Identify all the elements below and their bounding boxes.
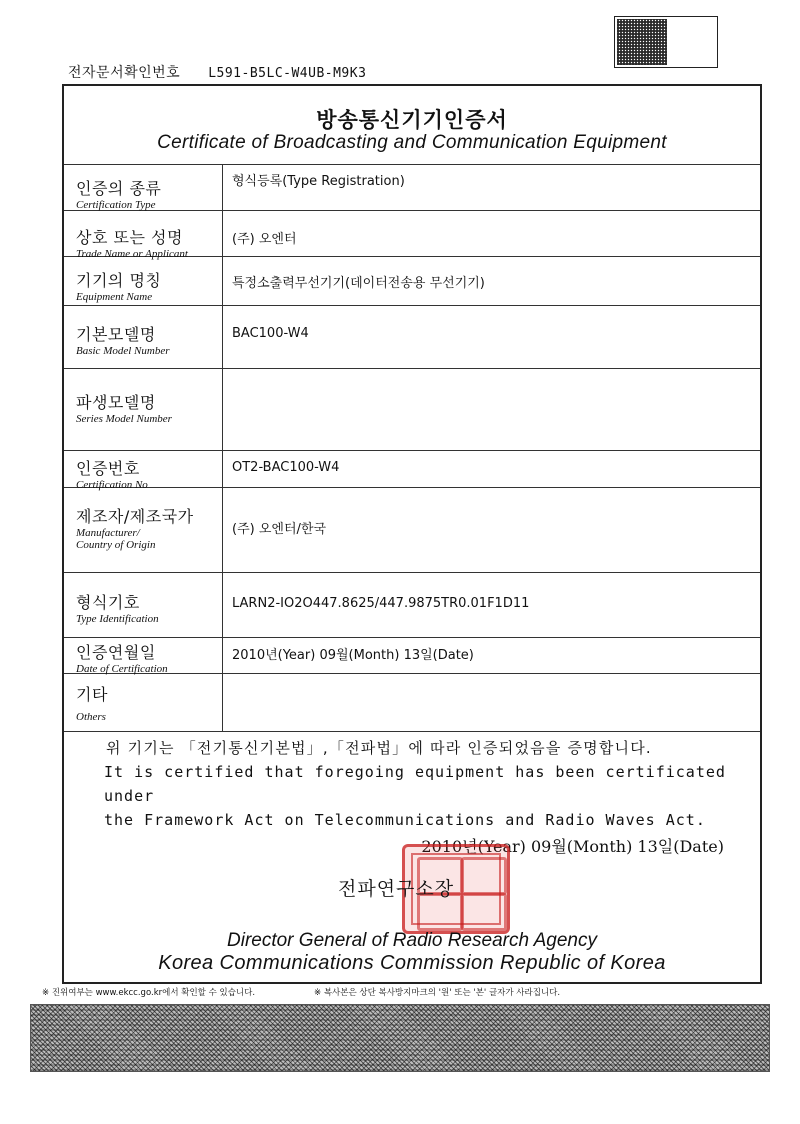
- value-cert-no: OT2-BAC100-W4: [232, 460, 340, 475]
- label-en: Trade Name or Applicant: [76, 248, 188, 260]
- label-ko: 제조자/제조국가: [76, 507, 194, 526]
- footnote-copy-notice: ※ 복사본은 상단 복사방지마크의 '원' 또는 '본' 글자가 사라집니다.: [314, 988, 561, 998]
- label-ko: 상호 또는 성명: [76, 228, 183, 247]
- statement-korean: 위 기기는 「전기통신기본법」,「전파법」에 따라 인증되었음을 증명합니다.: [106, 739, 652, 757]
- label-series-model: [76, 390, 221, 425]
- seal-glyph: [461, 893, 507, 931]
- signer-title-english: Director General of Radio Research Agency: [227, 930, 597, 951]
- copy-protection-mark: [614, 16, 718, 68]
- label-en: Date of Certification: [76, 663, 168, 675]
- label-cert-no: [76, 456, 221, 491]
- row-divider: [64, 164, 760, 165]
- certification-statement: [104, 736, 744, 832]
- value-manufacturer: (주) 오엔터/한국: [232, 522, 327, 537]
- label-ko: 파생모델명: [76, 393, 156, 412]
- row-divider: [64, 450, 760, 451]
- row-divider: [64, 572, 760, 573]
- label-en: Certification Type: [76, 199, 156, 211]
- row-divider: [64, 637, 760, 638]
- label-en: Others: [76, 711, 106, 723]
- row-divider: [64, 368, 760, 369]
- value-equipment-name: 특정소출력무선기기(데이터전송용 무선기기): [232, 276, 485, 291]
- row-divider: [64, 305, 760, 306]
- label-ko: 인증번호: [76, 459, 140, 478]
- label-en: Basic Model Number: [76, 345, 170, 357]
- label-en: Certification No: [76, 479, 148, 491]
- footnote-verification: ※ 진위여부는 www.ekcc.go.kr에서 확인할 수 있습니다.: [42, 988, 256, 998]
- certificate-title-korean: 방송통신기기인증서: [316, 107, 508, 132]
- label-trade-name: [76, 225, 221, 260]
- label-en: Series Model Number: [76, 413, 172, 425]
- document-number-value: L591-B5LC-W4UB-M9K3: [208, 66, 367, 81]
- label-equipment-name: [76, 268, 221, 303]
- label-ko: 형식기호: [76, 593, 140, 612]
- document-number-label: 전자문서확인번호: [68, 65, 181, 81]
- statement-english-line-1: It is certified that foregoing equipment has been certificated under: [104, 763, 726, 805]
- certificate-title-english: Certificate of Broadcasting and Communication Equipment: [157, 132, 667, 153]
- label-others: [76, 682, 221, 723]
- label-manufacturer: [76, 504, 221, 551]
- value-cert-date: 2010년(Year) 09월(Month) 13일(Date): [232, 648, 474, 663]
- label-ko: 기본모델명: [76, 325, 156, 344]
- value-cert-type: 형식등록(Type Registration): [232, 174, 405, 189]
- label-en: Manufacturer/: [76, 527, 140, 539]
- row-divider: [64, 731, 760, 732]
- label-ko: 기타: [76, 685, 108, 704]
- copy-protection-pattern: [617, 19, 667, 65]
- issue-date: 2010년(Year) 09월(Month) 13일(Date): [421, 837, 724, 856]
- statement-english-line-2: the Framework Act on Telecommunications and Radio Waves Act.: [104, 811, 706, 829]
- label-ko: 기기의 명칭: [76, 271, 162, 290]
- value-type-id: LARN2-IO2O447.8625/447.9875TR0.01F1D11: [232, 596, 530, 611]
- seal-glyph: [461, 857, 507, 895]
- certificate-frame: [62, 84, 762, 984]
- label-basic-model: [76, 322, 221, 357]
- issuing-organization: Korea Communications Commission Republic of Korea: [158, 952, 666, 974]
- label-ko: 인증연월일: [76, 643, 156, 662]
- label-cert-date: [76, 640, 221, 675]
- label-en: Equipment Name: [76, 291, 153, 303]
- label-ko: 인증의 종류: [76, 179, 162, 198]
- label-cert-type: [76, 176, 221, 211]
- signer-title-korean: 전파연구소장: [338, 878, 455, 900]
- document-number: [68, 62, 366, 82]
- security-pattern-band: [30, 1004, 770, 1072]
- value-trade-name: (주) 오엔터: [232, 232, 297, 247]
- label-type-id: [76, 590, 221, 625]
- value-basic-model: BAC100-W4: [232, 326, 309, 341]
- label-en: Type Identification: [76, 613, 159, 625]
- column-divider: [222, 164, 223, 731]
- label-en: Country of Origin: [76, 539, 156, 551]
